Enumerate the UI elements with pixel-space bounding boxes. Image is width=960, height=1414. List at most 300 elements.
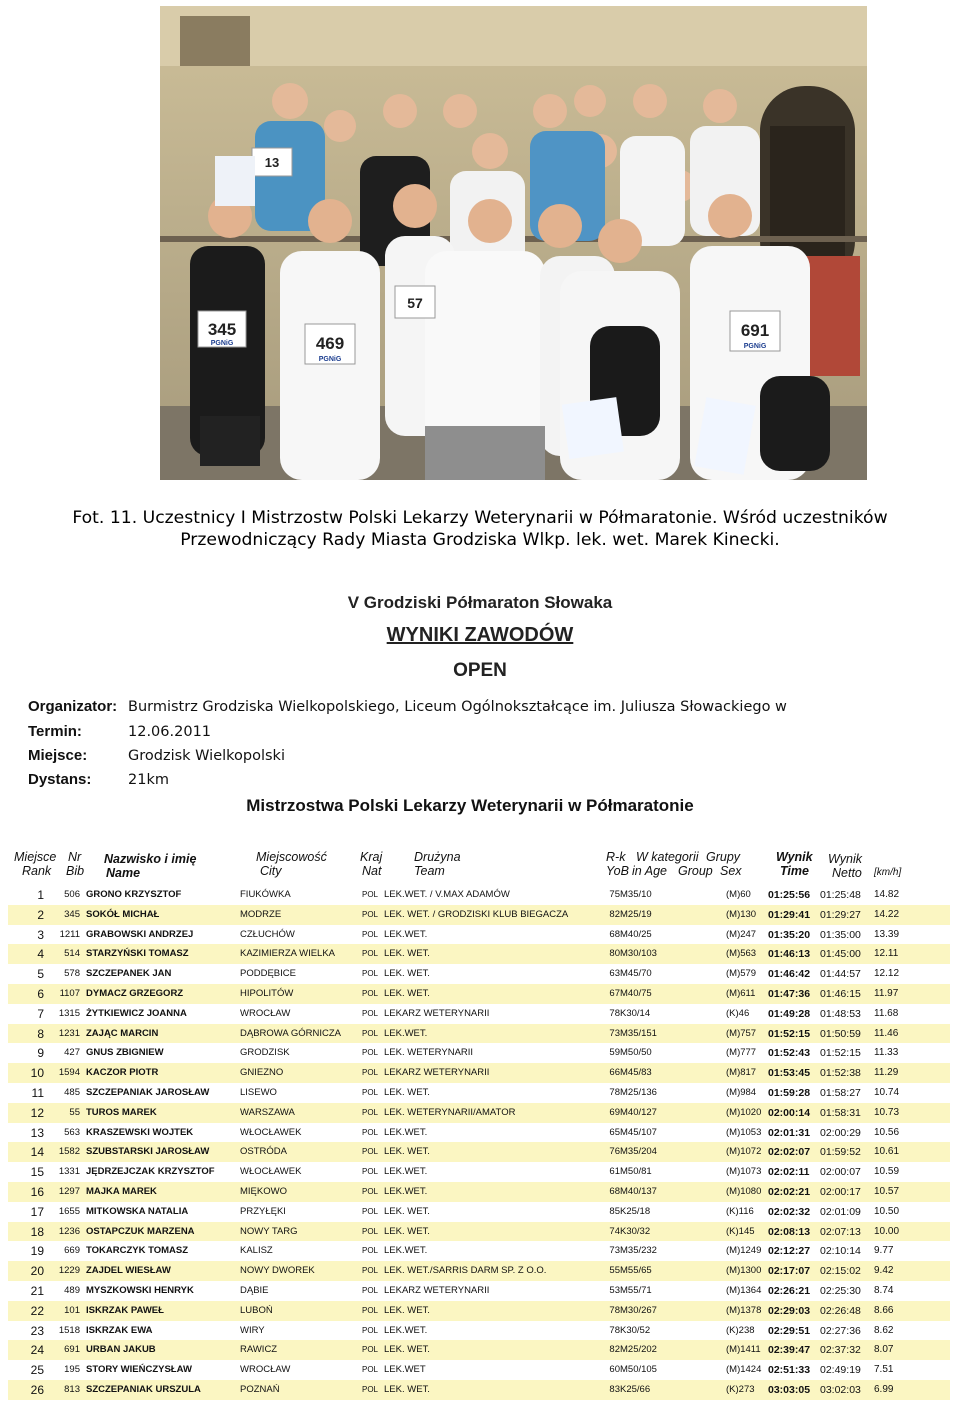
bib-number-57: 57 (407, 295, 423, 311)
cell-sex-group: (K)145 (726, 1225, 755, 1237)
cell-sex-group: (M)1378 (726, 1304, 762, 1316)
cell-rank: 7 (37, 1006, 44, 1021)
cell-time: 02:51:33 (768, 1364, 811, 1377)
table-row (8, 1103, 950, 1123)
cell-team: LEK. WET. (384, 948, 430, 960)
cell-netto: 02:49:19 (820, 1364, 861, 1377)
table-row (8, 1281, 950, 1301)
cell-yob: 78 (609, 1007, 620, 1019)
cell-yob: 68 (609, 928, 620, 940)
place-value: Grodzisk Wielkopolski (128, 748, 285, 764)
table-row (8, 944, 950, 964)
cell-team: LEK.WET. (384, 1126, 428, 1138)
cell-time: 01:47:36 (768, 987, 811, 1000)
cell-team: LEK. WET. (384, 1304, 430, 1316)
cell-time: 01:46:42 (768, 968, 811, 981)
cell-team: LEK.WET (384, 1364, 426, 1376)
cell-yob: 69 (609, 1106, 620, 1118)
cell-team: LEK. WET. (384, 1225, 430, 1237)
cell-sex-group: (M)579 (726, 968, 757, 980)
header-name-en: Name (106, 866, 141, 880)
cell-name: OSTAPCZUK MARZENA (86, 1225, 195, 1237)
cell-city: WROCŁAW (240, 1364, 291, 1376)
cell-name: MYSZKOWSKI HENRYK (86, 1284, 194, 1296)
cell-netto: 02:00:07 (820, 1166, 861, 1179)
cell-netto: 01:52:38 (820, 1067, 861, 1080)
cell-team: LEK. WET./SARRIS DARM SP. Z O.O. (384, 1265, 547, 1277)
table-row (8, 1142, 950, 1162)
table-row (8, 1123, 950, 1143)
cell-city: PRZYŁĘKI (240, 1205, 286, 1217)
cell-nat: POL (362, 1087, 379, 1097)
cell-age-group: M45/83 (620, 1067, 652, 1079)
cell-nat: POL (362, 988, 379, 998)
header-nat-pl: Kraj (360, 850, 383, 864)
cell-sex-group: (M)1053 (726, 1126, 762, 1138)
cell-city: CZŁUCHÓW (240, 928, 295, 940)
cell-name: KACZOR PIOTR (86, 1067, 159, 1079)
cell-rank: 8 (37, 1026, 44, 1041)
cell-time: 02:17:07 (768, 1265, 811, 1278)
cell-city: FIUKÓWKA (240, 889, 291, 900)
cell-city: MIĘKOWO (240, 1185, 287, 1197)
header-bib-pl: Nr (68, 850, 82, 864)
cell-name: MITKOWSKA NATALIA (86, 1205, 189, 1217)
cell-name: GRABOWSKI ANDRZEJ (86, 928, 194, 940)
cell-name: ŻYTKIEWICZ JOANNA (86, 1007, 187, 1019)
cell-speed: 10.61 (874, 1146, 900, 1158)
cell-nat: POL (362, 1147, 379, 1157)
cell-bib: 1229 (58, 1265, 80, 1277)
cell-yob: 78 (609, 1086, 620, 1098)
cell-netto: 01:52:15 (820, 1047, 861, 1060)
header-name-pl: Nazwisko i imię (104, 852, 197, 866)
cell-team: LEKARZ WETERYNARII (384, 1284, 490, 1296)
cell-team: LEK. WET. (384, 1383, 430, 1395)
cell-rank: 26 (30, 1382, 44, 1397)
cell-sex-group: (M)247 (726, 928, 757, 940)
cell-time: 02:02:21 (768, 1185, 811, 1198)
cell-rank: 5 (37, 967, 44, 982)
cell-age-group: K30/32 (620, 1225, 651, 1237)
cell-yob: 78 (609, 1304, 620, 1316)
photo-caption (20, 507, 940, 551)
cell-speed: 10.73 (874, 1106, 900, 1118)
cell-age-group: M40/25 (620, 928, 652, 940)
bib-sponsor: PGNiG (210, 340, 234, 347)
table-row (8, 984, 950, 1004)
cell-city: LUBOŃ (240, 1304, 273, 1316)
cell-bib: 1107 (59, 987, 80, 999)
cell-bib: 1315 (58, 1007, 80, 1019)
header-netto-pl: Wynik (828, 852, 863, 866)
cell-netto: 01:35:00 (820, 928, 861, 941)
cell-name: SZCZEPANIAK URSZULA (86, 1383, 201, 1395)
cell-time: 02:26:21 (768, 1284, 811, 1297)
bib-number-345: 345 (207, 320, 237, 339)
header-kmh: [km/h] (874, 867, 902, 878)
cell-age-group: M35/204 (620, 1146, 657, 1158)
header-time-en: Time (780, 864, 809, 878)
cell-team: LEK.WET. (384, 1166, 428, 1178)
cell-yob: 78 (609, 1324, 620, 1336)
cell-age-group: M55/65 (620, 1265, 652, 1277)
cell-rank: 25 (30, 1363, 44, 1378)
header-group-en: Group (678, 864, 713, 878)
header-city-en: City (260, 864, 282, 878)
cell-time: 02:01:31 (768, 1126, 811, 1139)
date-value: 12.06.2011 (128, 724, 212, 740)
cell-time: 01:35:20 (768, 928, 811, 941)
organizer-line (28, 698, 787, 715)
table-row (8, 1360, 950, 1380)
cell-sex-group: (M)1424 (726, 1364, 762, 1376)
cell-time: 02:02:32 (768, 1205, 811, 1218)
table-row (8, 1321, 950, 1341)
table-row (8, 1261, 950, 1281)
cell-city: WŁOCŁAWEK (240, 1126, 302, 1138)
cell-rank: 3 (37, 927, 44, 942)
cell-age-group: M40/137 (620, 1185, 657, 1197)
championship-title: Mistrzostwa Polski Lekarzy Weterynarii w Półmaratonie (246, 796, 694, 815)
cell-team: LEK. WET. (384, 1086, 430, 1098)
cell-speed: 6.99 (874, 1383, 894, 1395)
table-row (8, 1024, 950, 1044)
cell-netto: 02:10:14 (820, 1245, 861, 1258)
cell-city: NOWY TARG (240, 1225, 298, 1237)
cell-nat: POL (362, 1048, 379, 1058)
cell-speed: 10.57 (874, 1185, 900, 1197)
cell-bib: 195 (64, 1364, 80, 1376)
cell-sex-group: (M)60 (726, 889, 751, 900)
cell-netto: 01:50:59 (820, 1027, 861, 1040)
cell-netto: 02:00:17 (820, 1185, 861, 1198)
cell-yob: 67 (609, 987, 620, 999)
cell-age-group: M25/202 (620, 1344, 657, 1356)
header-nat-en: Nat (362, 864, 382, 878)
cell-speed: 8.74 (874, 1284, 894, 1296)
cell-time: 01:25:56 (768, 889, 811, 901)
cell-name: DYMACZ GRZEGORZ (86, 987, 184, 999)
cell-time: 01:46:13 (768, 948, 811, 961)
cell-rank: 22 (30, 1303, 44, 1318)
cell-speed: 12.12 (874, 968, 900, 980)
cell-rank: 16 (30, 1184, 44, 1199)
cell-nat: POL (362, 890, 379, 899)
cell-time: 02:29:03 (768, 1304, 811, 1317)
cell-city: WROCŁAW (240, 1007, 291, 1019)
cell-speed: 13.39 (874, 928, 900, 940)
cell-name: STORY WIEŃCZYSŁAW (86, 1364, 192, 1376)
cell-age-group: M30/267 (620, 1304, 657, 1316)
cell-bib: 563 (64, 1126, 80, 1138)
cell-netto: 01:46:15 (820, 987, 861, 1000)
event-title: V Grodziski Półmaraton Słowaka (347, 593, 613, 612)
table-row (8, 1083, 950, 1103)
cell-time: 02:29:51 (768, 1324, 811, 1337)
cell-bib: 55 (69, 1106, 80, 1118)
cell-city: HIPOLITÓW (240, 987, 294, 999)
cell-nat: POL (362, 1325, 379, 1335)
table-row (8, 964, 950, 984)
cell-time: 02:00:14 (768, 1106, 811, 1119)
cell-yob: 85 (609, 1205, 620, 1217)
table-row (8, 885, 950, 905)
cell-rank: 4 (37, 947, 44, 962)
cell-name: ISKRZAK PAWEŁ (86, 1304, 164, 1316)
cell-sex-group: (K)273 (726, 1383, 755, 1395)
cell-city: WIRY (240, 1324, 265, 1336)
cell-speed: 9.42 (874, 1265, 894, 1277)
bib-number-469: 469 (315, 334, 345, 353)
cell-nat: POL (362, 1384, 379, 1394)
cell-age-group: K25/66 (620, 1383, 651, 1395)
cell-name: JĘDRZEJCZAK KRZYSZTOF (86, 1166, 215, 1178)
cell-time: 01:29:41 (768, 908, 811, 921)
cell-rank: 18 (30, 1224, 44, 1239)
cell-netto: 01:59:52 (820, 1146, 861, 1159)
cell-yob: 68 (609, 1185, 620, 1197)
cell-team: LEK.WET. (384, 1324, 428, 1336)
cell-bib: 813 (64, 1383, 80, 1395)
table-row (8, 1380, 950, 1400)
cell-rank: 20 (30, 1264, 44, 1279)
cell-sex-group: (M)1364 (726, 1284, 762, 1296)
cell-sex-group: (M)1072 (726, 1146, 762, 1158)
cell-nat: POL (362, 929, 379, 939)
cell-age-group: M35/10 (620, 889, 652, 900)
cell-rank: 2 (37, 907, 44, 922)
cell-time: 01:53:45 (768, 1067, 811, 1080)
table-row (8, 1162, 950, 1182)
cell-sex-group: (M)1073 (726, 1166, 762, 1178)
cell-rank: 23 (30, 1323, 44, 1338)
cell-name: KRASZEWSKI WOJTEK (86, 1126, 194, 1138)
cell-speed: 8.07 (874, 1344, 894, 1356)
cell-nat: POL (362, 949, 379, 959)
results-title: WYNIKI ZAWODÓW (386, 624, 574, 646)
cell-bib: 578 (64, 968, 80, 980)
cell-yob: 73 (609, 1027, 620, 1039)
cell-nat: POL (362, 909, 379, 919)
cell-bib: 1231 (58, 1027, 80, 1039)
cell-name: MAJKA MAREK (86, 1185, 157, 1197)
cell-netto: 02:27:36 (820, 1324, 861, 1337)
cell-yob: 80 (609, 948, 620, 960)
organizer-value: Burmistrz Grodziska Wielkopolskiego, Liceum Ogólnokształcące im. Juliusza Słowackiego w (128, 699, 787, 715)
cell-age-group: M30/103 (620, 948, 657, 960)
cell-sex-group: (M)1249 (726, 1245, 762, 1257)
organizer-label: Organizator: (28, 698, 118, 715)
cell-bib: 506 (64, 889, 80, 900)
cell-speed: 14.82 (874, 889, 900, 900)
cell-team: LEKARZ WETERYNARII (384, 1007, 490, 1019)
cell-name: TOKARCZYK TOMASZ (86, 1245, 189, 1257)
date-label: Termin: (28, 723, 82, 740)
cell-time: 01:52:15 (768, 1027, 811, 1040)
cell-team: LEK. WET. (384, 1205, 430, 1217)
cell-age-group: M35/232 (620, 1245, 657, 1257)
cell-rank: 13 (30, 1125, 44, 1140)
cell-time: 02:02:07 (768, 1146, 811, 1159)
cell-bib: 514 (64, 948, 80, 960)
cell-bib: 489 (64, 1284, 80, 1296)
cell-nat: POL (362, 1107, 379, 1117)
cell-yob: 82 (609, 1344, 620, 1356)
cell-age-group: M40/75 (620, 987, 652, 999)
cell-bib: 1331 (58, 1166, 80, 1178)
results-table-body (8, 885, 950, 1400)
category-title: OPEN (453, 660, 507, 681)
cell-age-group: M50/50 (620, 1047, 652, 1059)
header-yob-pl: R-k (606, 850, 626, 864)
cell-city: POZNAŃ (240, 1383, 280, 1395)
cell-netto: 01:58:31 (820, 1106, 861, 1119)
cell-yob: 76 (609, 1146, 620, 1158)
cell-sex-group: (M)1080 (726, 1185, 762, 1197)
cell-sex-group: (M)130 (726, 908, 757, 920)
cell-yob: 53 (609, 1284, 620, 1296)
header-age-pl: W kategorii (636, 850, 699, 864)
table-row (8, 1063, 950, 1083)
cell-age-group: K30/14 (620, 1007, 651, 1019)
cell-netto: 03:02:03 (820, 1383, 861, 1396)
cell-nat: POL (362, 1246, 379, 1256)
cell-rank: 21 (30, 1283, 44, 1298)
cell-name: ISKRZAK EWA (86, 1324, 153, 1336)
results-table-header (8, 848, 950, 882)
table-row (8, 1301, 950, 1321)
table-row (8, 1182, 950, 1202)
table-row (8, 1241, 950, 1261)
cell-city: DĄBIE (240, 1284, 269, 1296)
cell-rank: 15 (30, 1165, 44, 1180)
cell-sex-group: (K)46 (726, 1007, 750, 1019)
cell-nat: POL (362, 1266, 379, 1276)
cell-netto: 02:26:48 (820, 1304, 861, 1317)
bib-number-691: 691 (740, 321, 770, 340)
cell-yob: 66 (609, 1067, 620, 1079)
table-row (8, 1340, 950, 1360)
cell-nat: POL (362, 1345, 379, 1355)
cell-sex-group: (M)817 (726, 1067, 757, 1079)
cell-city: GRODZISK (240, 1047, 290, 1059)
cell-nat: POL (362, 969, 379, 979)
cell-sex-group: (M)777 (726, 1047, 757, 1059)
cell-team: LEK. WET. (384, 987, 430, 999)
cell-netto: 02:07:13 (820, 1225, 861, 1238)
cell-netto: 01:45:00 (820, 948, 861, 961)
cell-bib: 485 (64, 1086, 80, 1098)
cell-city: NOWY DWOREK (240, 1265, 315, 1277)
header-age-en: in Age (632, 864, 667, 878)
cell-sex-group: (K)238 (726, 1324, 755, 1336)
cell-yob: 63 (609, 968, 620, 980)
cell-sex-group: (M)1020 (726, 1106, 762, 1118)
cell-name: ZAJDEL WIESŁAW (86, 1265, 171, 1277)
cell-speed: 11.46 (874, 1027, 899, 1039)
cell-nat: POL (362, 1008, 379, 1018)
cell-team: LEK.WET. (384, 1027, 428, 1039)
cell-nat: POL (362, 1186, 379, 1196)
cell-nat: POL (362, 1068, 379, 1078)
cell-bib: 1211 (59, 928, 80, 940)
cell-sex-group: (M)984 (726, 1086, 757, 1098)
cell-team: LEK. WET. (384, 1146, 430, 1158)
cell-city: PODDĘBICE (240, 968, 296, 980)
cell-netto: 02:25:30 (820, 1284, 861, 1297)
header-team-en: Team (414, 864, 445, 878)
cell-yob: 82 (609, 908, 620, 920)
cell-name: SZCZEPANIAK JAROSŁAW (86, 1086, 210, 1098)
cell-yob: 65 (609, 1126, 620, 1138)
cell-name: SZCZEPANEK JAN (86, 968, 172, 980)
cell-team: LEK.WET. / V.MAX ADAMÓW (384, 889, 510, 900)
cell-age-group: M25/136 (620, 1086, 657, 1098)
cell-rank: 10 (30, 1066, 44, 1081)
header-yob-en: YoB (606, 864, 629, 878)
cell-bib: 1236 (58, 1225, 80, 1237)
cell-team: LEK. WET. (384, 1344, 430, 1356)
bib-sponsor: PGNiG (743, 343, 767, 350)
cell-city: WARSZAWA (240, 1106, 295, 1118)
header-city-pl: Miejscowość (256, 850, 327, 864)
cell-nat: POL (362, 1305, 379, 1315)
table-row (8, 925, 950, 945)
cell-age-group: K25/18 (620, 1205, 651, 1217)
table-row (8, 1043, 950, 1063)
header-rank-pl: Miejsce (14, 850, 57, 864)
cell-speed: 10.00 (874, 1225, 900, 1237)
cell-yob: 74 (609, 1225, 620, 1237)
cell-speed: 10.74 (874, 1086, 900, 1098)
cell-bib: 1518 (58, 1324, 80, 1336)
place-label: Miejsce: (28, 747, 88, 764)
bib-number-13: 13 (264, 155, 280, 170)
cell-speed: 11.97 (874, 987, 899, 999)
cell-age-group: M45/107 (620, 1126, 657, 1138)
cell-team: LEK. WET. (384, 968, 430, 980)
cell-age-group: M55/71 (620, 1284, 652, 1296)
cell-rank: 11 (31, 1085, 44, 1100)
cell-speed: 14.22 (874, 908, 900, 920)
cell-nat: POL (362, 1226, 379, 1236)
cell-time: 03:03:05 (768, 1383, 811, 1396)
cell-netto: 02:01:09 (820, 1205, 861, 1218)
cell-team: LEK. WETERYNARII/AMATOR (384, 1106, 516, 1118)
cell-speed: 12.11 (874, 948, 899, 960)
cell-name: SZUBSTARSKI JAROSŁAW (86, 1146, 210, 1158)
caption-line-1: Fot. 11. Uczestnicy I Mistrzostw Polski Lekarzy Weterynarii w Półmaratonie. Wśród uczestników (72, 508, 888, 528)
cell-netto: 01:44:57 (820, 968, 861, 981)
cell-age-group: M45/70 (620, 968, 652, 980)
cell-yob: 60 (609, 1364, 620, 1376)
cell-bib: 1594 (58, 1067, 80, 1079)
cell-name: URBAN JAKUB (86, 1344, 156, 1356)
cell-nat: POL (362, 1206, 379, 1216)
cell-city: MODRZE (240, 908, 282, 920)
cell-city: OSTRÓDA (240, 1146, 287, 1158)
cell-time: 01:59:28 (768, 1086, 811, 1099)
cell-team: LEK.WET. (384, 1245, 428, 1257)
cell-rank: 17 (30, 1204, 44, 1219)
group-photo (160, 6, 867, 480)
cell-rank: 9 (37, 1046, 44, 1061)
cell-city: DĄBROWA GÓRNICZA (240, 1027, 341, 1039)
cell-name: ZAJĄC MARCIN (86, 1027, 159, 1039)
cell-time: 01:49:28 (768, 1007, 811, 1020)
cell-rank: 24 (30, 1343, 44, 1358)
